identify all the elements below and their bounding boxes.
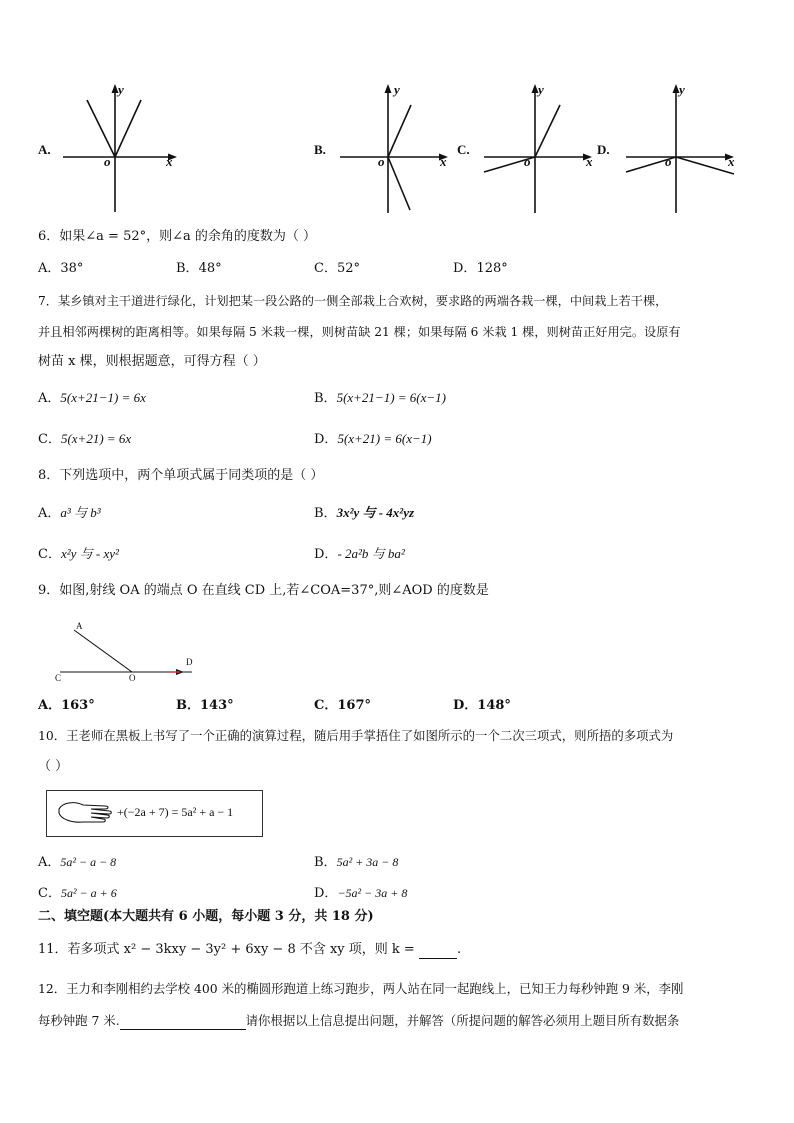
q10-option-d[interactable] bbox=[314, 884, 407, 903]
graph-d-y-label: y bbox=[679, 82, 685, 97]
option-label: C． bbox=[38, 886, 61, 901]
q11 bbox=[38, 941, 461, 959]
option-label: B． bbox=[314, 506, 337, 521]
q8-option-c[interactable] bbox=[38, 545, 119, 564]
graph-b-line-2 bbox=[388, 157, 410, 210]
q7-option-c[interactable] bbox=[38, 430, 131, 449]
graph-a-line-2 bbox=[115, 100, 141, 157]
option-text: 5a² − a − 8 bbox=[60, 855, 117, 869]
section-2-heading: 二、填空题(本大题共有 6 小题，每小题 3 分，共 18 分) bbox=[38, 909, 374, 924]
q7-option-a[interactable] bbox=[38, 389, 146, 408]
q6-option-c[interactable] bbox=[314, 260, 360, 278]
option-label: D． bbox=[314, 547, 338, 562]
q6-option-d[interactable] bbox=[453, 260, 508, 278]
option-text: 5a² + 3a − 8 bbox=[336, 855, 399, 869]
q12-line-2-start: 每秒钟跑 7 米. bbox=[38, 1013, 120, 1028]
q6-option-b[interactable] bbox=[176, 260, 222, 278]
q7-option-b[interactable] bbox=[314, 389, 446, 408]
option-text: x²y 与 - xy² bbox=[60, 546, 119, 561]
q8-option-d[interactable] bbox=[314, 545, 405, 564]
q9-stem: 9．如图,射线 OA 的端点 O 在直线 CD 上,若∠COA=37°,则∠AOD 的度数是 bbox=[38, 583, 489, 598]
option-text: - 2a²b 与 ba² bbox=[337, 546, 405, 561]
graph-b-label: B. bbox=[314, 142, 326, 157]
hand-icon bbox=[57, 799, 115, 827]
option-text: 3x²y 与 - 4x²yz bbox=[336, 505, 415, 520]
graph-c-x-label: x bbox=[586, 154, 593, 169]
q7-line-3: 树苗 x 棵，则根据题意，可得方程（ ） bbox=[38, 354, 266, 369]
option-text: 48° bbox=[198, 261, 222, 276]
board-expression: +(−2a + 7) = 5a² + a − 1 bbox=[117, 805, 234, 819]
option-label: A． bbox=[38, 698, 62, 713]
graph-b-line-1 bbox=[388, 105, 411, 157]
option-label: D． bbox=[453, 698, 478, 713]
q10-option-a[interactable] bbox=[38, 853, 116, 872]
option-text: 5a² − a + 6 bbox=[60, 886, 117, 900]
option-label: B． bbox=[176, 261, 199, 276]
option-text: a³ 与 b³ bbox=[60, 505, 101, 520]
q10-blackboard-figure bbox=[46, 790, 263, 837]
q10-option-b[interactable] bbox=[314, 853, 398, 872]
graph-d bbox=[622, 80, 752, 220]
graph-c-line-1 bbox=[535, 105, 560, 157]
option-label: C． bbox=[314, 698, 338, 713]
graph-d-origin-label: o bbox=[665, 154, 672, 169]
q11-answer-blank[interactable] bbox=[419, 944, 457, 959]
graph-a-origin-label: o bbox=[104, 154, 111, 169]
graph-b bbox=[336, 80, 466, 220]
graph-b-y-label: y bbox=[394, 82, 400, 97]
q9-label-o: O bbox=[129, 673, 136, 683]
option-text: 52° bbox=[336, 261, 360, 276]
graph-b-y-arrow bbox=[385, 84, 392, 93]
q12-line-2-end: 请你根据以上信息提出问题，并解答（所提问题的解答必须用上题目所有数据条 bbox=[245, 1013, 680, 1028]
option-text: 128° bbox=[476, 261, 508, 276]
q11-text: 11．若多项式 x² − 3kxy − 3y² + 6xy − 8 不含 xy 项，则 k = bbox=[38, 942, 419, 957]
option-label: D． bbox=[453, 261, 477, 276]
option-label: A． bbox=[38, 855, 61, 870]
option-text: 167° bbox=[337, 698, 371, 713]
q10-line-1: 10．王老师在黑板上书写了一个正确的演算过程，随后用手掌捂住了如图所示的一个二次三项式，则所捂的多项式为 bbox=[38, 728, 674, 743]
q8-stem: 8．下列选项中，两个单项式属于同类项的是（ ） bbox=[38, 468, 324, 483]
option-text: 5(x+21) = 6(x−1) bbox=[337, 431, 432, 446]
graph-a-line-1 bbox=[87, 100, 115, 157]
graph-c-origin-label: o bbox=[524, 154, 531, 169]
q12-answer-blank[interactable] bbox=[120, 1015, 246, 1030]
q7-line-2: 并且相邻两棵树的距离相等。如果每隔 5 米栽一棵，则树苗缺 21 棵；如果每隔 6 米栽 1 棵，则树苗正好用完。设原有 bbox=[38, 325, 681, 339]
q12-line-1: 12．王力和李刚相约去学校 400 米的椭圆形跑道上练习跑步，两人站在同一起跑线上，已知王力每秒钟跑 9 米，李刚 bbox=[38, 981, 684, 996]
option-label: D． bbox=[314, 432, 338, 447]
option-text: 163° bbox=[61, 698, 95, 713]
option-label: A． bbox=[38, 261, 61, 276]
graph-a-y-label: y bbox=[118, 82, 124, 97]
graph-d-label: D. bbox=[597, 142, 610, 157]
option-text: 5(x+21−1) = 6(x−1) bbox=[336, 390, 447, 405]
graph-a-label: A. bbox=[38, 142, 51, 157]
q8-option-b[interactable] bbox=[314, 504, 414, 523]
q10-option-c[interactable] bbox=[38, 884, 117, 903]
q6-stem: 6．如果∠a = 52°，则∠a 的余角的度数为（ ） bbox=[38, 229, 317, 244]
option-text: 5(x+21) = 6x bbox=[60, 431, 132, 446]
option-label: A． bbox=[38, 391, 61, 406]
q9-option-d[interactable] bbox=[453, 697, 511, 715]
option-text: −5a² − 3a + 8 bbox=[337, 886, 408, 900]
option-text: 5(x+21−1) = 6x bbox=[60, 390, 146, 405]
q7-option-d[interactable] bbox=[314, 430, 432, 449]
option-label: C． bbox=[314, 261, 337, 276]
graph-a bbox=[55, 80, 195, 180]
q9-figure bbox=[52, 618, 202, 680]
option-label: B． bbox=[176, 698, 200, 713]
option-label: A． bbox=[38, 506, 61, 521]
q9-label-c: C bbox=[55, 673, 62, 683]
option-label: D． bbox=[314, 886, 338, 901]
q11-period: . bbox=[456, 942, 462, 957]
graph-d-x-label: x bbox=[728, 154, 735, 169]
option-label: B． bbox=[314, 391, 337, 406]
q6-option-a[interactable] bbox=[38, 260, 83, 278]
q9-option-c[interactable] bbox=[314, 697, 371, 715]
q9-ray-oa bbox=[74, 630, 132, 672]
graph-c-label: C. bbox=[457, 142, 470, 157]
q8-option-a[interactable] bbox=[38, 504, 101, 523]
graph-c bbox=[480, 80, 610, 220]
q7-line-1: 7．某乡镇对主干道进行绿化，计划把某一段公路的一侧全部栽上合欢树，要求路的两端各栽一棵，中间栽上若干棵， bbox=[38, 294, 668, 308]
option-label: C． bbox=[38, 432, 61, 447]
option-text: 38° bbox=[60, 261, 84, 276]
graph-b-origin-label: o bbox=[378, 154, 385, 169]
option-text: 148° bbox=[477, 698, 511, 713]
q9-label-a: A bbox=[76, 621, 83, 631]
q10-line-2: （ ） bbox=[38, 759, 69, 774]
q9-label-d: D bbox=[186, 657, 193, 667]
graph-c-y-label: y bbox=[538, 82, 544, 97]
option-text: 143° bbox=[200, 698, 234, 713]
graph-b-x-label: x bbox=[440, 154, 447, 169]
q12-line-2 bbox=[38, 1012, 679, 1030]
graph-a-x-label: x bbox=[166, 154, 173, 169]
option-label: B． bbox=[314, 855, 337, 870]
q9-option-a[interactable] bbox=[38, 697, 95, 715]
option-label: C． bbox=[38, 547, 61, 562]
q9-option-b[interactable] bbox=[176, 697, 234, 715]
